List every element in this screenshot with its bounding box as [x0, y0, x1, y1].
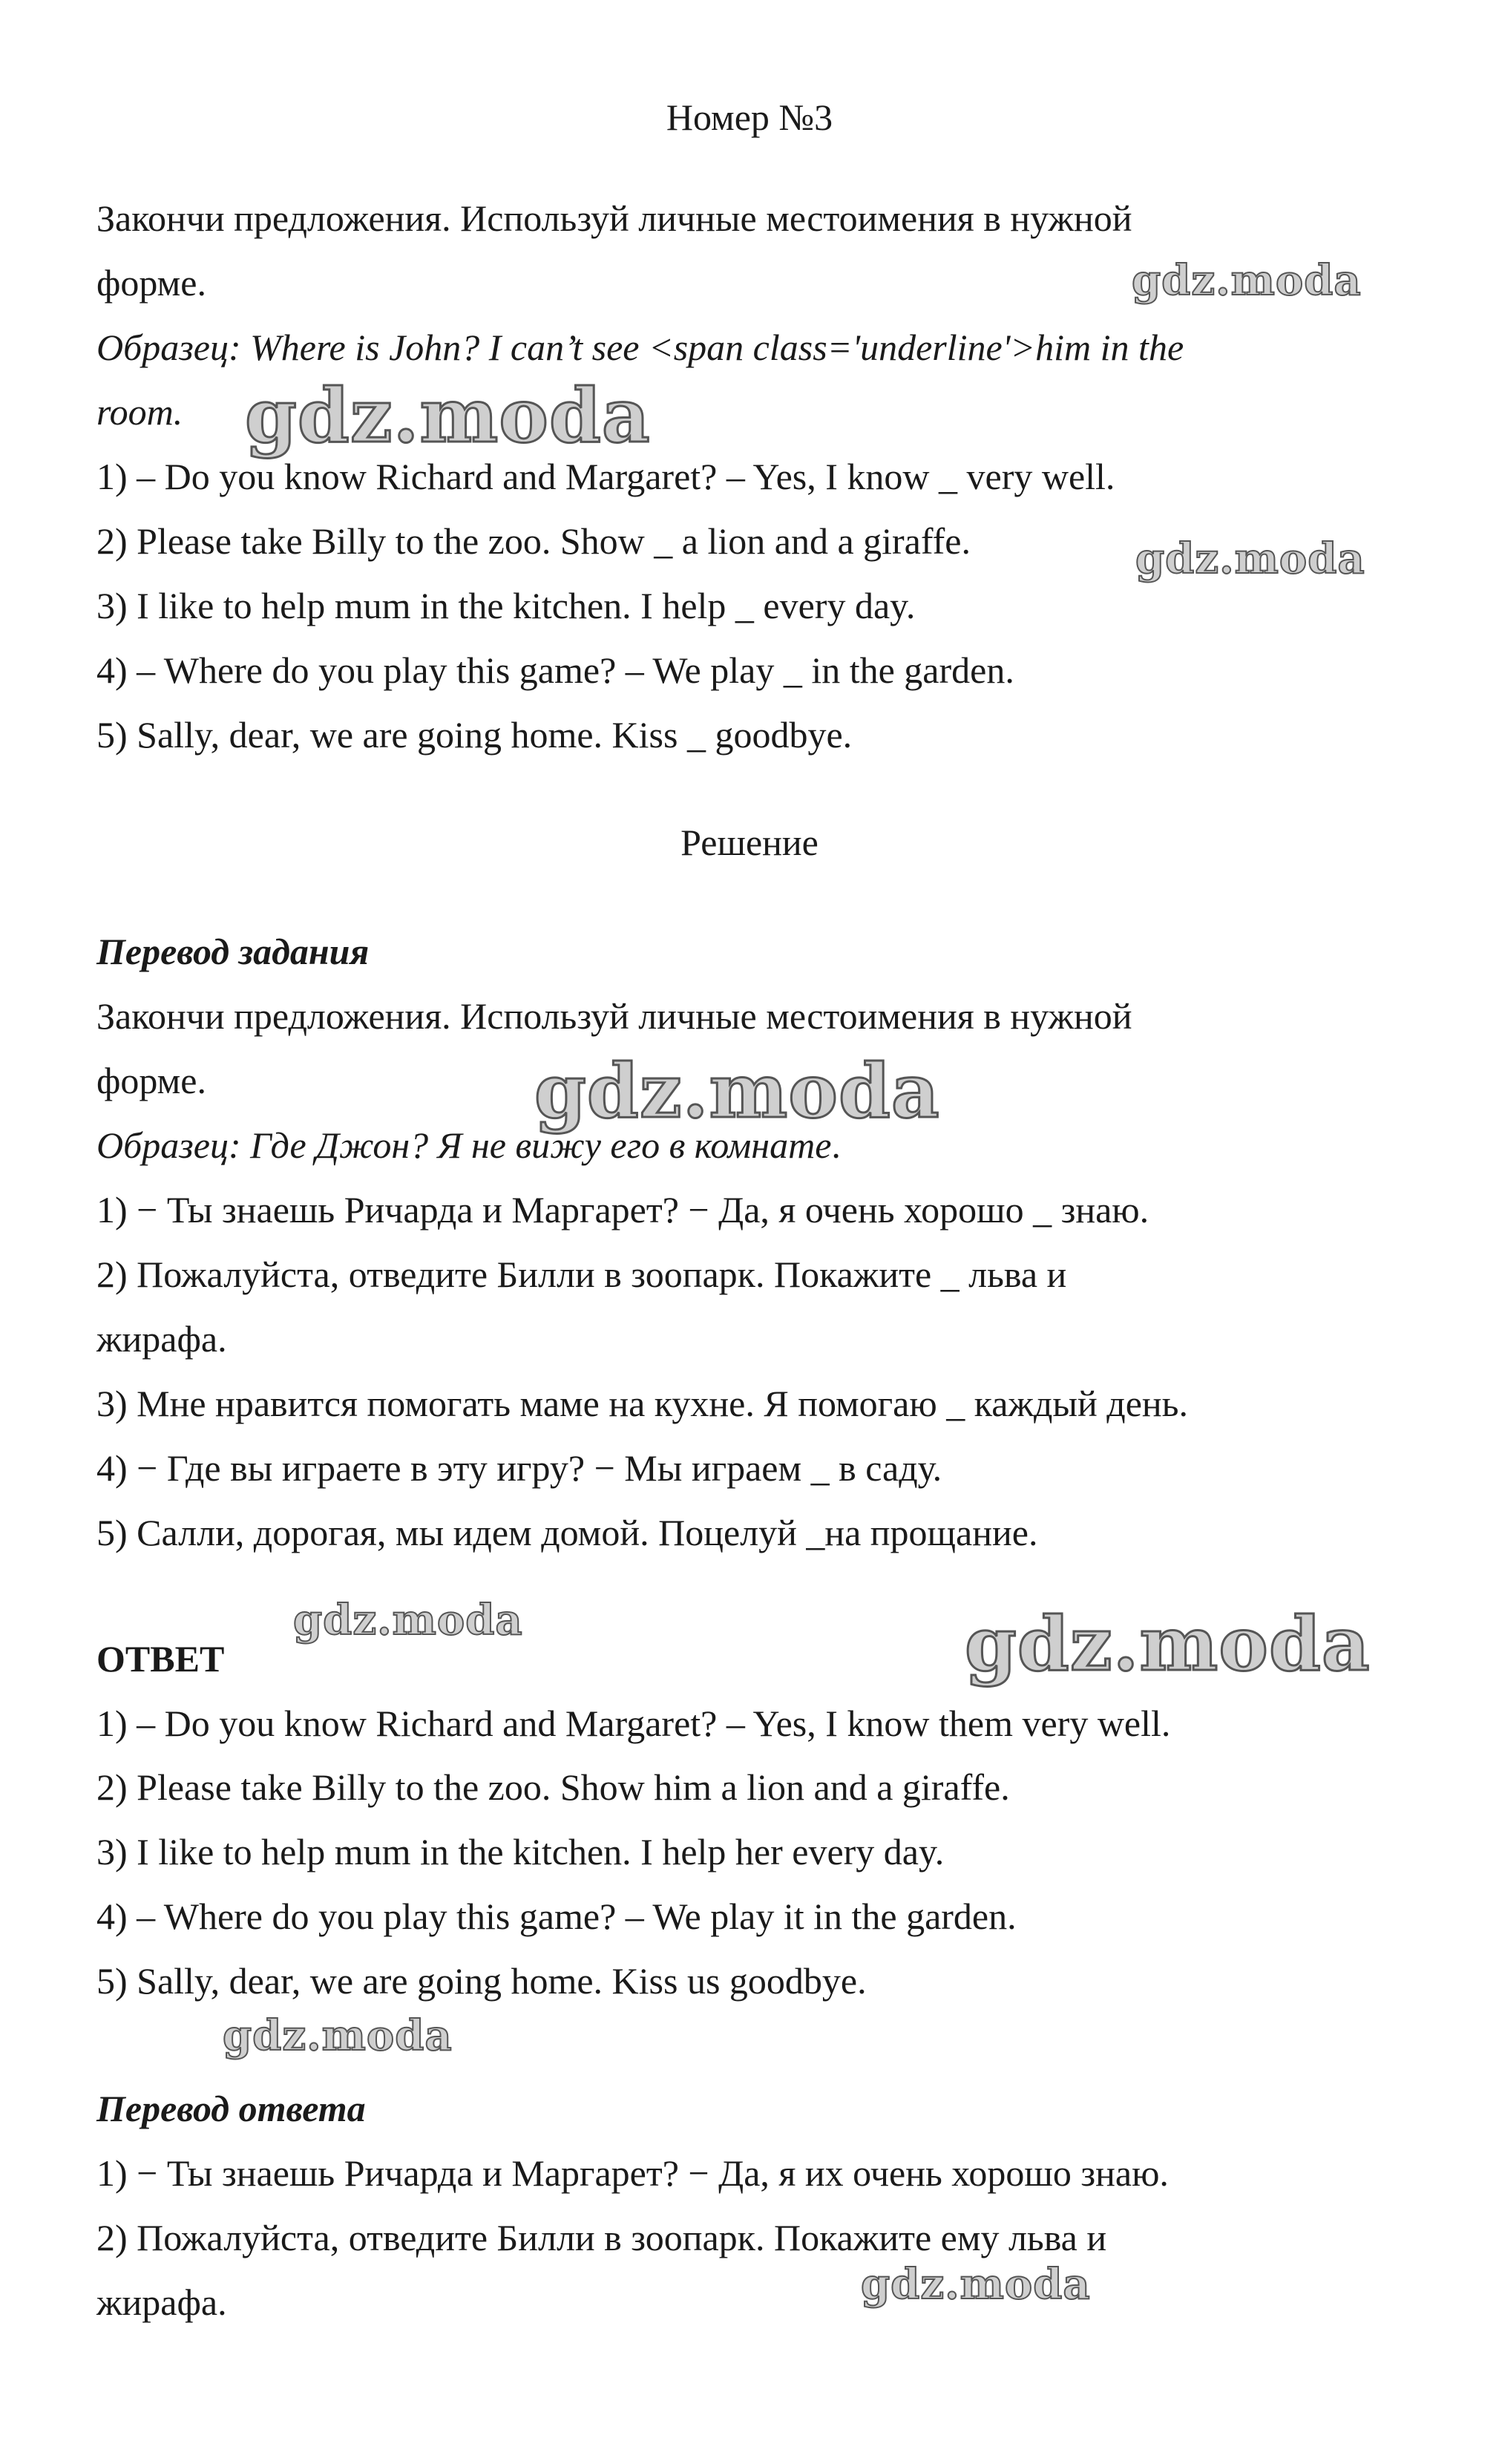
task-example-line-1: Образец: Where is John? I can’t see <span class='underline'>him in the	[96, 327, 1184, 368]
task-translation-item-2-cont: жирафа.	[96, 1318, 227, 1360]
task-translation-item-1: 1) − Ты знаешь Ричарда и Маргарет? − Да, я очень хорошо _ знаю.	[96, 1189, 1149, 1231]
watermark-logo: gdz.moda	[1132, 256, 1362, 305]
task-item-1: 1) – Do you know Richard and Margaret? – Yes, I know _ very well.	[96, 456, 1115, 497]
watermark-logo: gdz.moda	[1135, 534, 1365, 583]
task-translation-item-5: 5) Салли, дорогая, мы идем домой. Поцелуй _на прощание.	[96, 1512, 1038, 1553]
watermark-logo: gdz.moda	[293, 1596, 523, 1645]
answer-item-1: 1) – Do you know Richard and Margaret? – Yes, I know them very well.	[96, 1703, 1171, 1744]
answer-item-4: 4) – Where do you play this game? – We play it in the garden.	[96, 1895, 1017, 1937]
task-item-5: 5) Sally, dear, we are going home. Kiss _ goodbye.	[96, 714, 853, 756]
task-translation-item-3: 3) Мне нравится помогать маме на кухне. Я помогаю _ каждый день.	[96, 1383, 1188, 1424]
task-translation-instruction-line-2: форме.	[96, 1060, 206, 1101]
task-translation-example-text: Образец: Где Джон? Я не вижу его в комнате	[96, 1124, 832, 1166]
task-example-line-2: room.	[96, 391, 183, 433]
task-translation-item-2: 2) Пожалуйста, отведите Билли в зоопарк. Покажите _ льва и	[96, 1254, 1067, 1295]
answer-translation-item-2-cont: жирафа.	[96, 2281, 227, 2323]
task-translation-instruction-line-1: Закончи предложения. Используй личные местоимения в нужной	[96, 995, 1132, 1037]
task-item-3: 3) I like to help mum in the kitchen. I help _ every day.	[96, 585, 916, 626]
answer-item-2: 2) Please take Billy to the zoo. Show him a lion and a giraffe.	[96, 1766, 1010, 1808]
answer-item-5: 5) Sally, dear, we are going home. Kiss us goodbye.	[96, 1960, 867, 2002]
task-translation-item-4: 4) − Где вы играете в эту игру? − Мы играем _ в саду.	[96, 1447, 942, 1489]
task-translation-heading: Перевод задания	[96, 931, 370, 972]
watermark-logo: gdz.moda	[223, 2011, 453, 2060]
task-instruction-line-1: Закончи предложения. Используй личные местоимения в нужной	[96, 197, 1132, 239]
answer-translation-item-2: 2) Пожалуйста, отведите Билли в зоопарк. Покажите ему льва и	[96, 2217, 1107, 2258]
task-item-2: 2) Please take Billy to the zoo. Show _ a lion and a giraffe.	[96, 520, 971, 562]
watermark-logo: gdz.moda	[534, 1047, 940, 1135]
watermark-logo: gdz.moda	[861, 2260, 1091, 2309]
solution-heading: Решение	[680, 822, 819, 863]
answer-heading: ОТВЕТ	[96, 1638, 225, 1680]
task-instruction-line-2: форме.	[96, 262, 206, 304]
page-title: Номер №3	[666, 96, 833, 138]
task-item-4: 4) – Where do you play this game? – We play _ in the garden.	[96, 649, 1014, 691]
watermark-logo: gdz.moda	[965, 1600, 1371, 1688]
answer-translation-item-1: 1) − Ты знаешь Ричарда и Маргарет? − Да, я их очень хорошо знаю.	[96, 2152, 1169, 2194]
answer-item-3: 3) I like to help mum in the kitchen. I help her every day.	[96, 1831, 945, 1872]
answer-translation-heading: Перевод ответа	[96, 2088, 366, 2129]
watermark-logo: gdz.moda	[245, 372, 651, 459]
task-translation-example-period: .	[831, 1124, 841, 1166]
